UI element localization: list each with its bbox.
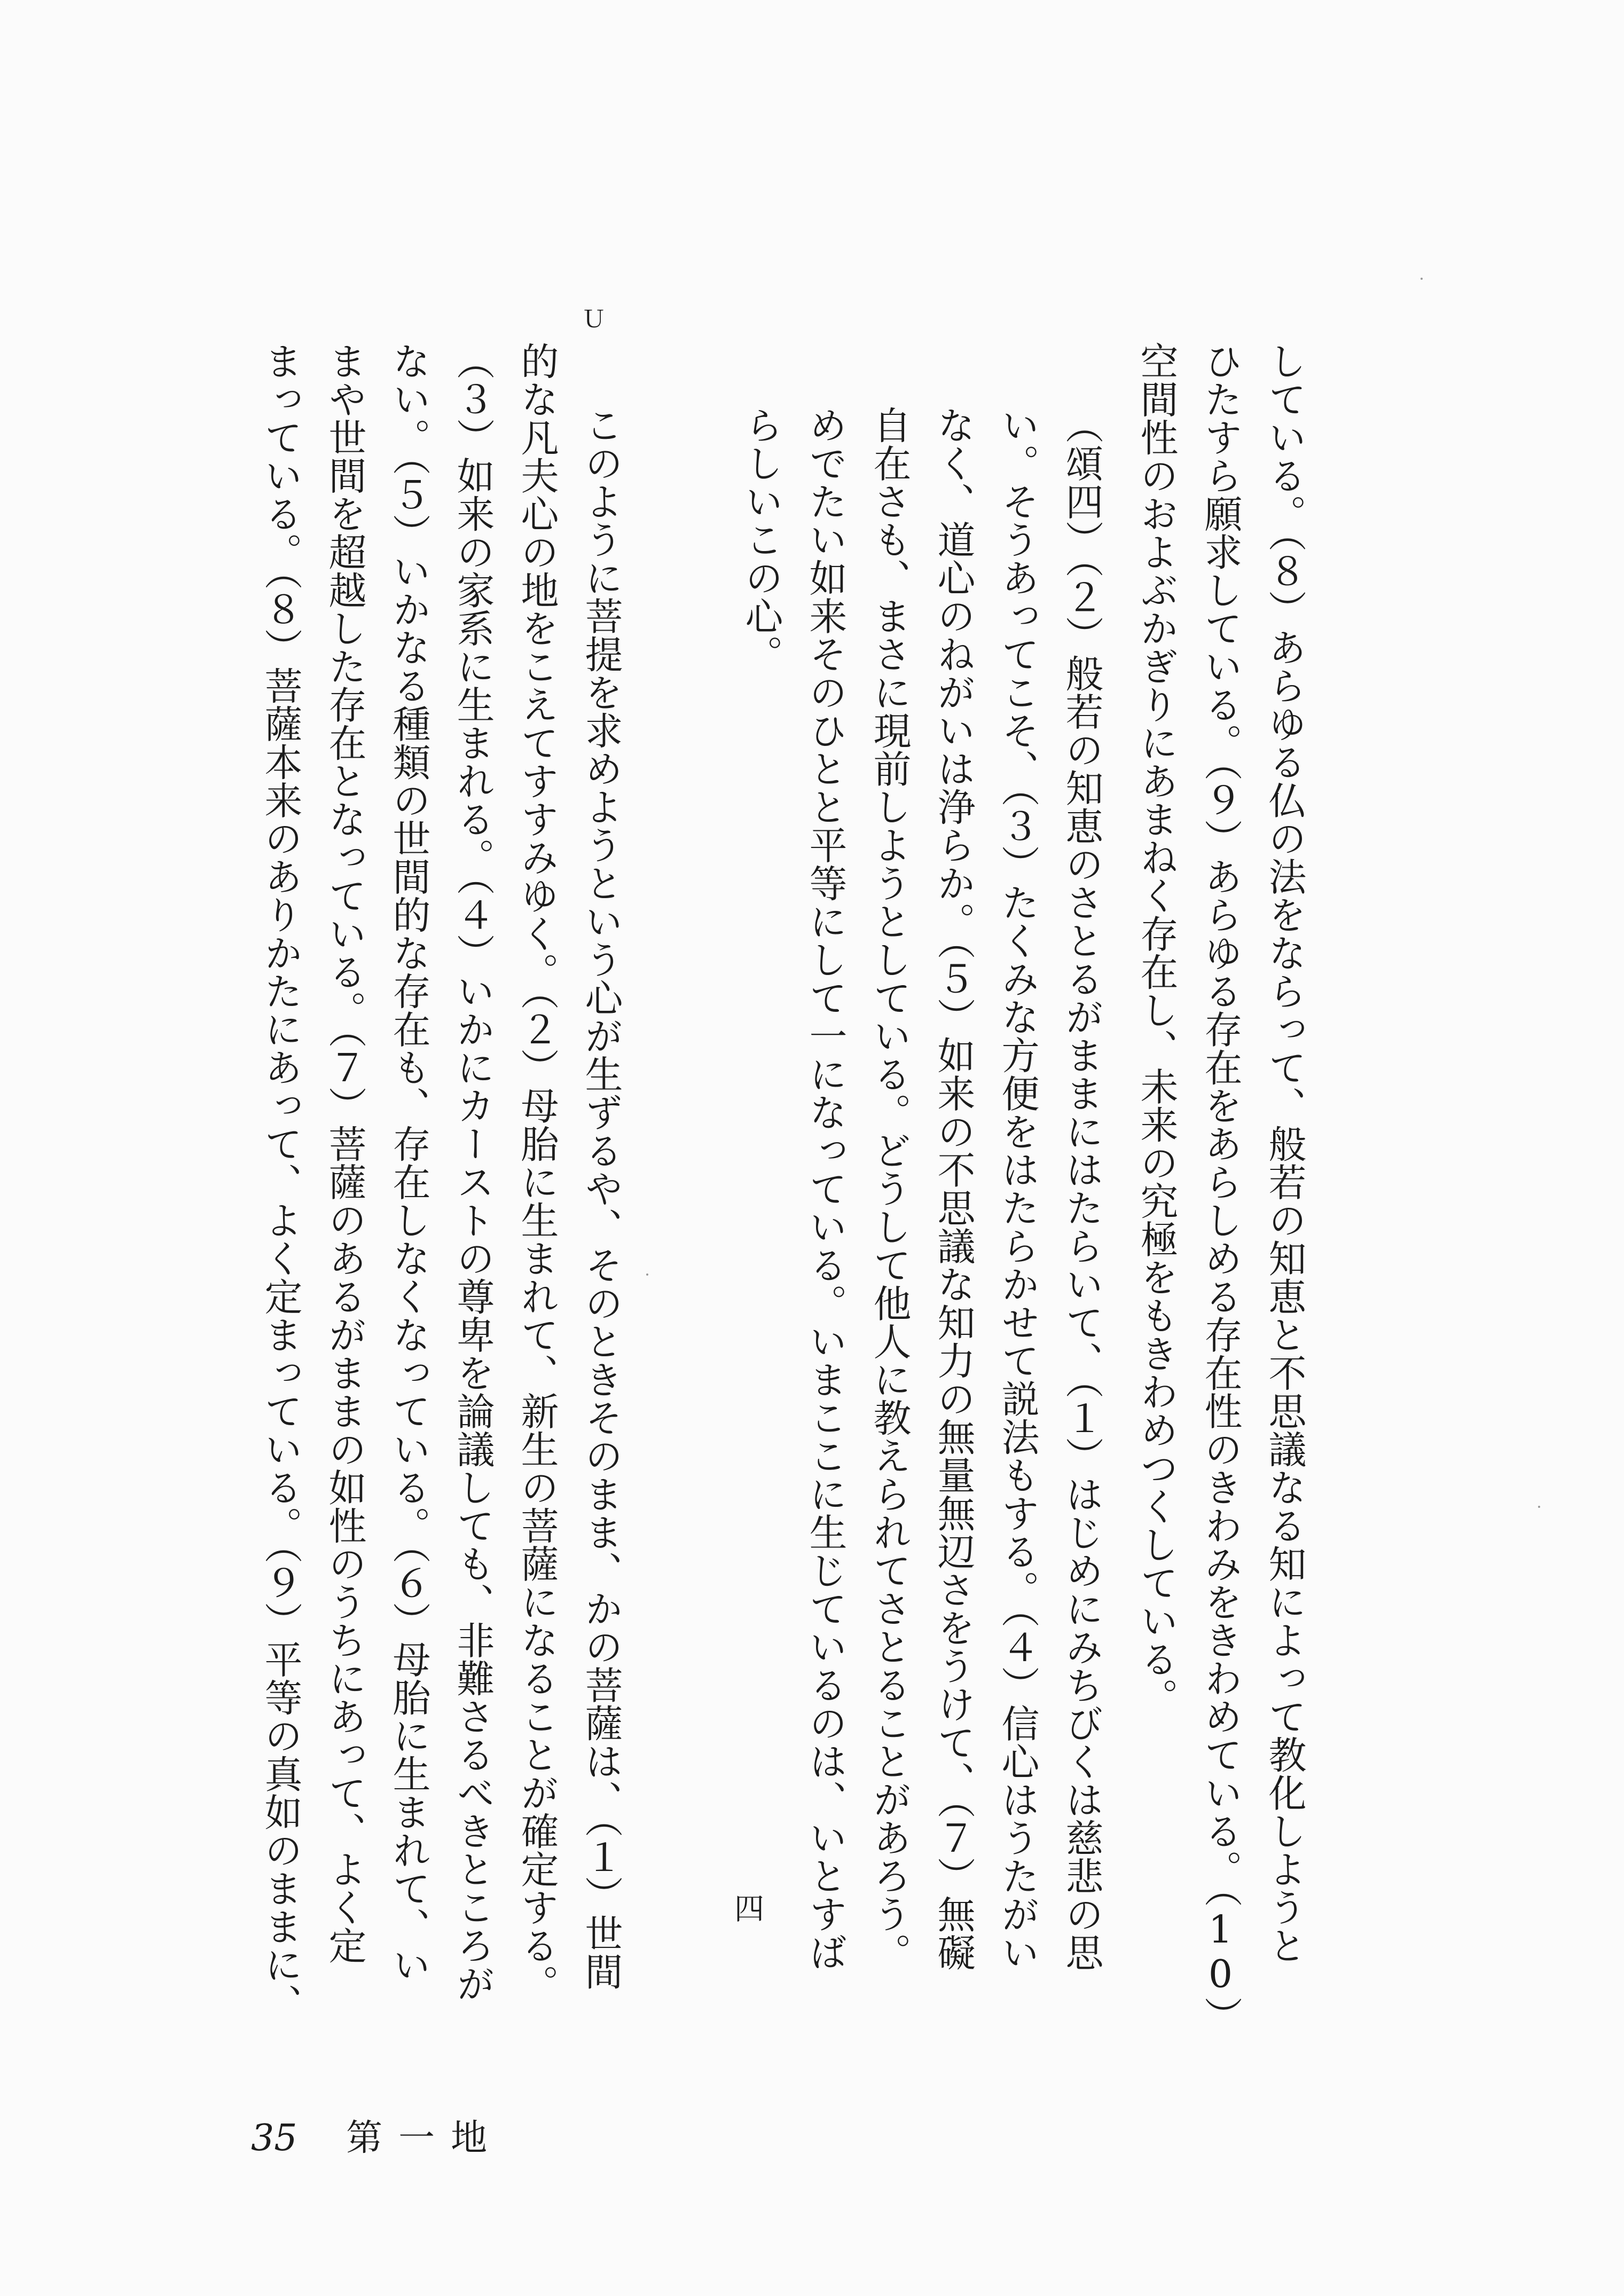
scan-speck	[1421, 278, 1423, 280]
scan-speck	[1538, 1506, 1540, 1508]
section-marker-top: 四	[729, 1893, 764, 1923]
text-column-6: なく、道心のねがいは浄らか。（５）如来の不思議な知力の無量無辺さをうけて、（７）無礙	[931, 406, 976, 1971]
text-column-7: 自在さも、まさに現前しようとしている。どうして他人に教えられてさとることがあろう。	[867, 406, 912, 1971]
text-column-11: 的な凡夫心の地をこえてすすみゆく。（２）母胎に生まれて、新生の菩薩になることが確定する。	[515, 342, 559, 2003]
text-column-3: 空間性のおよぶかぎりにあまねく存在し、未来の究極をもきわめつくしている。	[1134, 342, 1179, 1716]
text-column-8: めでたい如来そのひとと平等にして一になっている。いまここに生じているのは、いとすば	[803, 406, 848, 1971]
text-column-1: している。（８）あらゆる仏の法をならって、般若の知恵と不思議なる知によって教化しようと	[1262, 342, 1307, 1964]
section-marker-bottom: Ｕ	[578, 307, 605, 331]
text-column-15: まっている。（８）菩薩本来のありかたにあって、よく定まっている。（９）平等の真如のままに、	[258, 342, 303, 2022]
text-column-2: ひたすら願求している。（９）あらゆる存在をあらしめる存在性のきわみをきわめている。（10）	[1198, 342, 1243, 2035]
text-column-14: まや世間を超越した存在となっている。（７）菩薩のあるがままの如性のうちにあって、よく定	[323, 342, 367, 1964]
page-number: 35	[251, 2117, 297, 2159]
text-column-12: （３）如来の家系に生まれる。（４）いかにカーストの尊卑を論議しても、非難さるべきところが	[451, 342, 495, 2003]
chapter-title: 第一地	[346, 2117, 504, 2159]
text-column-10: このように菩提を求めようという心が生ずるや、そのときそのまま、かの菩薩は、（１）世間	[579, 406, 623, 1991]
scan-speck	[646, 1273, 648, 1276]
text-column-5: い。そうあってこそ、（３）たくみな方便をはたらかせて説法もする。（４）信心はうたがい	[995, 406, 1040, 1971]
text-column-13: ない。（５）いかなる種類の世間的な存在も、存在しなくなっている。（６）母胎に生まれて、い	[387, 342, 431, 1984]
page-footer	[251, 2109, 503, 2161]
text-column-9: らしいこの心。	[739, 406, 783, 673]
text-column-4: （頌四）（２）般若の知恵のさとるがままにはたらいて、（１）はじめにみちびくは慈悲の思	[1060, 406, 1104, 1971]
